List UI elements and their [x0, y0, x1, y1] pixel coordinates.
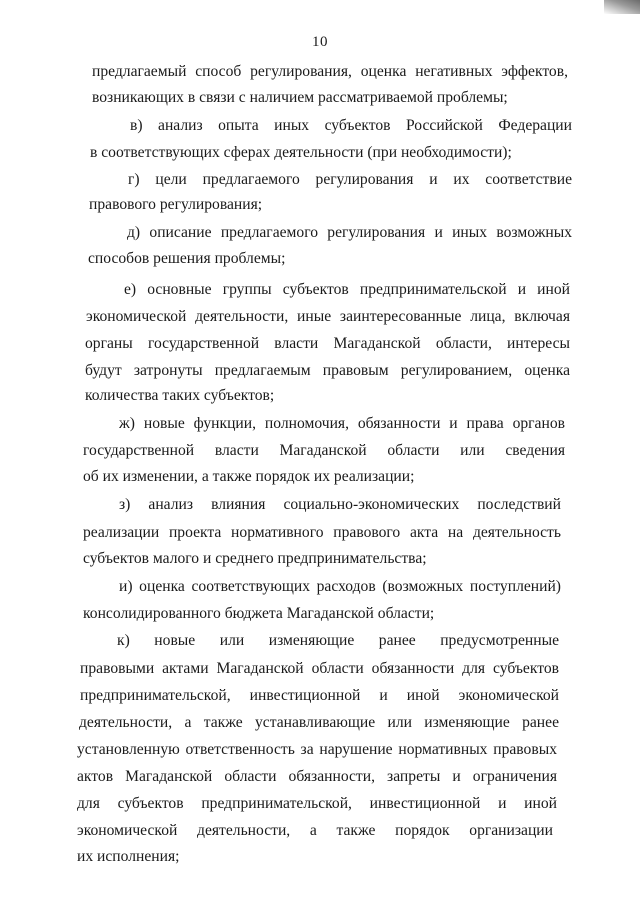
text-line: экономической деятельности, а также порядок организации	[77, 822, 553, 839]
text-line: субъектов малого и среднего предпринимательства;	[83, 550, 427, 567]
text-line: государственной власти Магаданской области или сведения	[83, 442, 565, 459]
scan-shadow	[604, 0, 640, 14]
text-line: правового регулирования;	[89, 196, 263, 213]
text-line: об их изменении, а также порядок их реализации;	[83, 468, 415, 485]
text-line: возникающих в связи с наличием рассматриваемой проблемы;	[92, 89, 508, 106]
text-line: е) основные группы субъектов предпринимательской и иной	[124, 281, 570, 298]
text-line: для субъектов предпринимательской, инвестиционной и иной	[77, 795, 557, 812]
text-line: органы государственной власти Магаданской области, интересы	[85, 335, 570, 352]
page-number: 10	[312, 34, 328, 50]
text-line: в) анализ опыта иных субъектов Российской Федерации	[130, 117, 572, 134]
text-line: их исполнения;	[77, 848, 180, 865]
text-line: и) оценка соответствующих расходов (возможных поступлений)	[119, 578, 561, 595]
text-line: предлагаемый способ регулирования, оценка негативных эффектов,	[92, 63, 568, 80]
text-line: з) анализ влияния социально-экономических последствий	[119, 496, 561, 513]
text-line: к) новые или изменяющие ранее предусмотренные	[117, 632, 559, 649]
text-line: ж) новые функции, полномочия, обязанности и права органов	[119, 415, 565, 432]
text-line: предпринимательской, инвестиционной и иной экономической	[80, 687, 559, 704]
text-line: количества таких субъектов;	[85, 387, 275, 404]
text-line: консолидированного бюджета Магаданской области;	[83, 605, 435, 622]
text-line: в соответствующих сферах деятельности (при необходимости);	[90, 144, 512, 161]
text-line: актов Магаданской области обязанности, запреты и ограничения	[77, 768, 557, 785]
text-line: способов решения проблемы;	[88, 250, 286, 267]
text-line: экономической деятельности, иные заинтересованные лица, включая	[86, 308, 570, 325]
text-line: будут затронуты предлагаемым правовым регулированием, оценка	[85, 362, 570, 379]
text-line: д) описание предлагаемого регулирования и иных возможных	[127, 224, 572, 241]
text-line: г) цели предлагаемого регулирования и их соответствие	[128, 171, 572, 188]
text-line: правовыми актами Магаданской области обязанности для субъектов	[80, 660, 559, 677]
text-line: установленную ответственность за нарушение нормативных правовых	[77, 741, 557, 758]
text-line: деятельности, а также устанавливающие или изменяющие ранее	[79, 714, 559, 731]
text-line: реализации проекта нормативного правового акта на деятельность	[83, 524, 561, 541]
